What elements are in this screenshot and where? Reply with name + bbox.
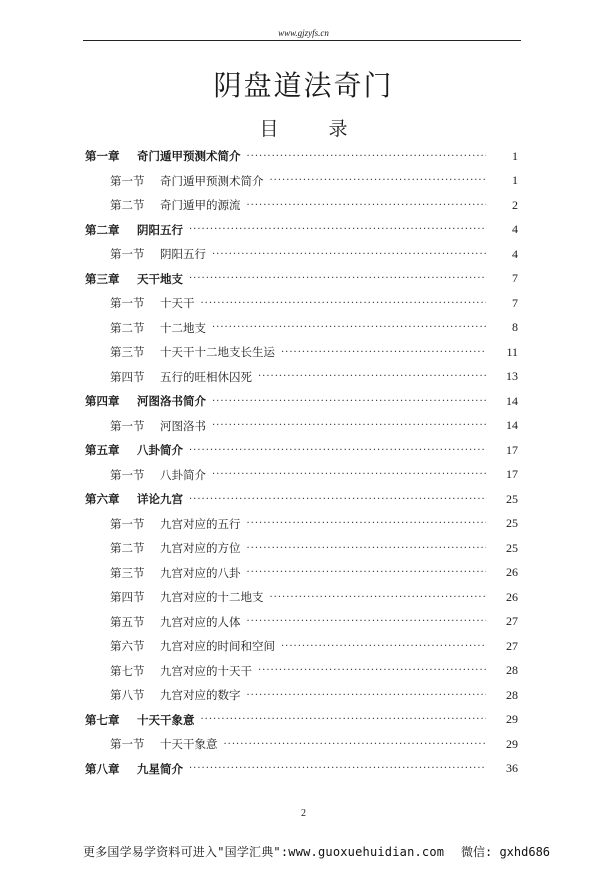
toc-entry-title: 九宫对应的人体 (160, 614, 241, 629)
footer-wechat: 微信: gxhd686 (461, 845, 551, 859)
toc-page-number: 13 (506, 369, 518, 384)
toc-entry-label (110, 589, 264, 605)
toc-entry-number: 第一节 (110, 467, 145, 482)
toc-entry-label (110, 320, 206, 336)
toc-entry-number: 第一节 (110, 173, 145, 188)
page-number: 2 (301, 808, 306, 819)
toc-page-number: 17 (506, 467, 518, 482)
toc-dot-leader (247, 543, 487, 554)
toc-page-number: 17 (506, 442, 518, 457)
toc-entry-label (110, 369, 252, 385)
toc-page-number: 27 (506, 614, 518, 629)
toc-entry-label (110, 295, 195, 311)
toc-chapter-row[interactable] (85, 757, 518, 782)
footer-promo-text: 更多国学易学资料可进入"国学汇典":www.guoxuehuidian.com (83, 845, 445, 859)
toc-entry-label (110, 197, 241, 213)
toc-section-row[interactable] (85, 536, 518, 561)
toc-entry-number: 第八章 (85, 761, 120, 776)
toc-entry-number: 第八节 (110, 688, 145, 703)
toc-entry-title: 八卦简介 (137, 443, 183, 458)
toc-entry-number: 第二章 (85, 222, 120, 237)
toc-page-number: 28 (506, 687, 518, 702)
header-rule (83, 40, 521, 41)
toc-section-row[interactable] (85, 242, 518, 267)
toc-entry-label (85, 491, 183, 507)
toc-dot-leader (270, 592, 487, 603)
toc-entry-title: 九宫对应的方位 (160, 541, 241, 556)
toc-entry-title: 十二地支 (160, 320, 206, 335)
toc-section-row[interactable] (85, 463, 518, 488)
toc-entry-label (85, 393, 206, 409)
toc-page-number: 26 (506, 589, 518, 604)
toc-entry-label (85, 442, 183, 458)
toc-page-number: 26 (506, 565, 518, 580)
toc-chapter-row[interactable] (85, 218, 518, 243)
toc-entry-number: 第一节 (110, 737, 145, 752)
toc-entry-number: 第七节 (110, 663, 145, 678)
toc-entry-title: 河图洛书简介 (137, 394, 206, 409)
toc-entry-label (110, 344, 275, 360)
toc-entry-title: 九宫对应的八卦 (160, 565, 241, 580)
table-of-contents (85, 144, 518, 781)
toc-entry-label (110, 687, 241, 703)
toc-entry-label (85, 148, 241, 164)
toc-section-row[interactable] (85, 512, 518, 537)
toc-entry-number: 第二节 (110, 320, 145, 335)
toc-entry-title: 详论九宫 (137, 492, 183, 507)
toc-dot-leader (247, 567, 487, 578)
toc-chapter-row[interactable] (85, 487, 518, 512)
toc-dot-leader (212, 469, 486, 480)
toc-page-number: 27 (506, 638, 518, 653)
header-site-url: www.gjzyfs.cn (278, 28, 329, 38)
toc-dot-leader (189, 494, 486, 505)
footer-bar (83, 843, 553, 860)
toc-page-number: 25 (506, 491, 518, 506)
toc-dot-leader (201, 298, 487, 309)
toc-chapter-row[interactable] (85, 389, 518, 414)
toc-page-number: 4 (512, 222, 518, 237)
toc-entry-number: 第七章 (85, 712, 120, 727)
toc-dot-leader (247, 690, 487, 701)
toc-page-number: 29 (506, 736, 518, 751)
toc-entry-number: 第一章 (85, 149, 120, 164)
toc-entry-number: 第二节 (110, 541, 145, 556)
toc-page-number: 25 (506, 540, 518, 555)
toc-entry-label (110, 565, 241, 581)
toc-entry-label (110, 663, 252, 679)
toc-entry-number: 第二节 (110, 198, 145, 213)
toc-entry-label (110, 614, 241, 630)
toc-entry-label (110, 246, 206, 262)
toc-page-number: 28 (506, 663, 518, 678)
toc-section-row[interactable] (85, 610, 518, 635)
toc-dot-leader (212, 420, 486, 431)
toc-page-number: 7 (512, 295, 518, 310)
toc-page-number: 2 (512, 197, 518, 212)
toc-dot-leader (247, 518, 487, 529)
toc-dot-leader (224, 739, 487, 750)
toc-entry-title: 十天干象意 (137, 712, 195, 727)
toc-page-number: 4 (512, 246, 518, 261)
toc-dot-leader (201, 714, 487, 725)
toc-dot-leader (212, 249, 486, 260)
toc-page-number: 29 (506, 712, 518, 727)
toc-entry-title: 河图洛书 (160, 418, 206, 433)
toc-heading: 目 录 (259, 118, 370, 140)
toc-entry-title: 阴阳五行 (137, 222, 183, 237)
toc-entry-title: 九宫对应的十天干 (160, 663, 252, 678)
toc-entry-title: 十天干 (160, 296, 195, 311)
toc-entry-number: 第三章 (85, 271, 120, 286)
toc-dot-leader (189, 763, 486, 774)
toc-entry-label (110, 467, 206, 483)
toc-section-row[interactable] (85, 634, 518, 659)
toc-entry-title: 奇门遁甲预测术简介 (160, 173, 264, 188)
toc-entry-label (110, 173, 264, 189)
toc-dot-leader (258, 371, 486, 382)
toc-chapter-row[interactable] (85, 708, 518, 733)
toc-page-number: 25 (506, 516, 518, 531)
toc-entry-title: 阴阳五行 (160, 247, 206, 262)
toc-entry-number: 第四节 (110, 590, 145, 605)
toc-dot-leader (189, 445, 486, 456)
toc-section-row[interactable] (85, 585, 518, 610)
toc-section-row[interactable] (85, 193, 518, 218)
toc-entry-title: 天干地支 (137, 271, 183, 286)
toc-dot-leader (270, 175, 487, 186)
toc-entry-label (85, 761, 183, 777)
toc-entry-title: 九宫对应的十二地支 (160, 590, 264, 605)
toc-entry-number: 第四节 (110, 369, 145, 384)
toc-entry-number: 第五章 (85, 443, 120, 458)
toc-entry-label (110, 638, 275, 654)
toc-entry-title: 八卦简介 (160, 467, 206, 482)
toc-chapter-row[interactable] (85, 144, 518, 169)
toc-entry-label (110, 540, 241, 556)
toc-page-number: 1 (512, 148, 518, 163)
toc-entry-number: 第五节 (110, 614, 145, 629)
toc-chapter-row[interactable] (85, 267, 518, 292)
toc-entry-label (85, 271, 183, 287)
toc-entry-label (110, 418, 206, 434)
toc-section-row[interactable] (85, 561, 518, 586)
toc-section-row[interactable] (85, 732, 518, 757)
toc-entry-number: 第三节 (110, 565, 145, 580)
toc-dot-leader (281, 641, 486, 652)
toc-entry-label (85, 712, 195, 728)
toc-dot-leader (189, 273, 486, 284)
toc-section-row[interactable] (85, 169, 518, 194)
toc-entry-number: 第六节 (110, 639, 145, 654)
toc-entry-title: 奇门遁甲预测术简介 (137, 149, 241, 164)
toc-section-row[interactable] (85, 291, 518, 316)
document-title: 阴盘道法奇门 (213, 69, 394, 102)
toc-dot-leader (247, 151, 487, 162)
toc-entry-label (110, 516, 241, 532)
toc-entry-title: 十天干象意 (160, 737, 218, 752)
toc-entry-title: 十天干十二地支长生运 (160, 345, 275, 360)
toc-dot-leader (258, 665, 486, 676)
toc-entry-number: 第一节 (110, 247, 145, 262)
toc-dot-leader (212, 396, 486, 407)
toc-entry-title: 奇门遁甲的源流 (160, 198, 241, 213)
toc-page-number: 11 (506, 344, 518, 359)
toc-dot-leader (247, 616, 487, 627)
toc-page-number: 14 (506, 393, 518, 408)
toc-section-row[interactable] (85, 340, 518, 365)
toc-section-row[interactable] (85, 414, 518, 439)
toc-entry-number: 第三节 (110, 345, 145, 360)
toc-entry-number: 第一节 (110, 296, 145, 311)
toc-page-number: 36 (506, 761, 518, 776)
toc-entry-number: 第一节 (110, 418, 145, 433)
toc-page-number: 14 (506, 418, 518, 433)
toc-section-row[interactable] (85, 365, 518, 390)
toc-dot-leader (189, 224, 486, 235)
toc-section-row[interactable] (85, 659, 518, 684)
toc-entry-title: 九宫对应的时间和空间 (160, 639, 275, 654)
toc-chapter-row[interactable] (85, 438, 518, 463)
toc-entry-label (85, 222, 183, 238)
toc-page-number: 8 (512, 320, 518, 335)
toc-entry-number: 第四章 (85, 394, 120, 409)
toc-dot-leader (247, 200, 487, 211)
toc-entry-number: 第一节 (110, 516, 145, 531)
toc-page-number: 1 (512, 173, 518, 188)
toc-entry-label (110, 736, 218, 752)
toc-entry-title: 九宫对应的五行 (160, 516, 241, 531)
toc-entry-title: 九星简介 (137, 761, 183, 776)
toc-entry-title: 九宫对应的数字 (160, 688, 241, 703)
toc-entry-number: 第六章 (85, 492, 120, 507)
toc-section-row[interactable] (85, 316, 518, 341)
toc-dot-leader (212, 322, 486, 333)
toc-entry-title: 五行的旺相休囚死 (160, 369, 252, 384)
toc-section-row[interactable] (85, 683, 518, 708)
toc-page-number: 7 (512, 271, 518, 286)
toc-dot-leader (281, 347, 486, 358)
